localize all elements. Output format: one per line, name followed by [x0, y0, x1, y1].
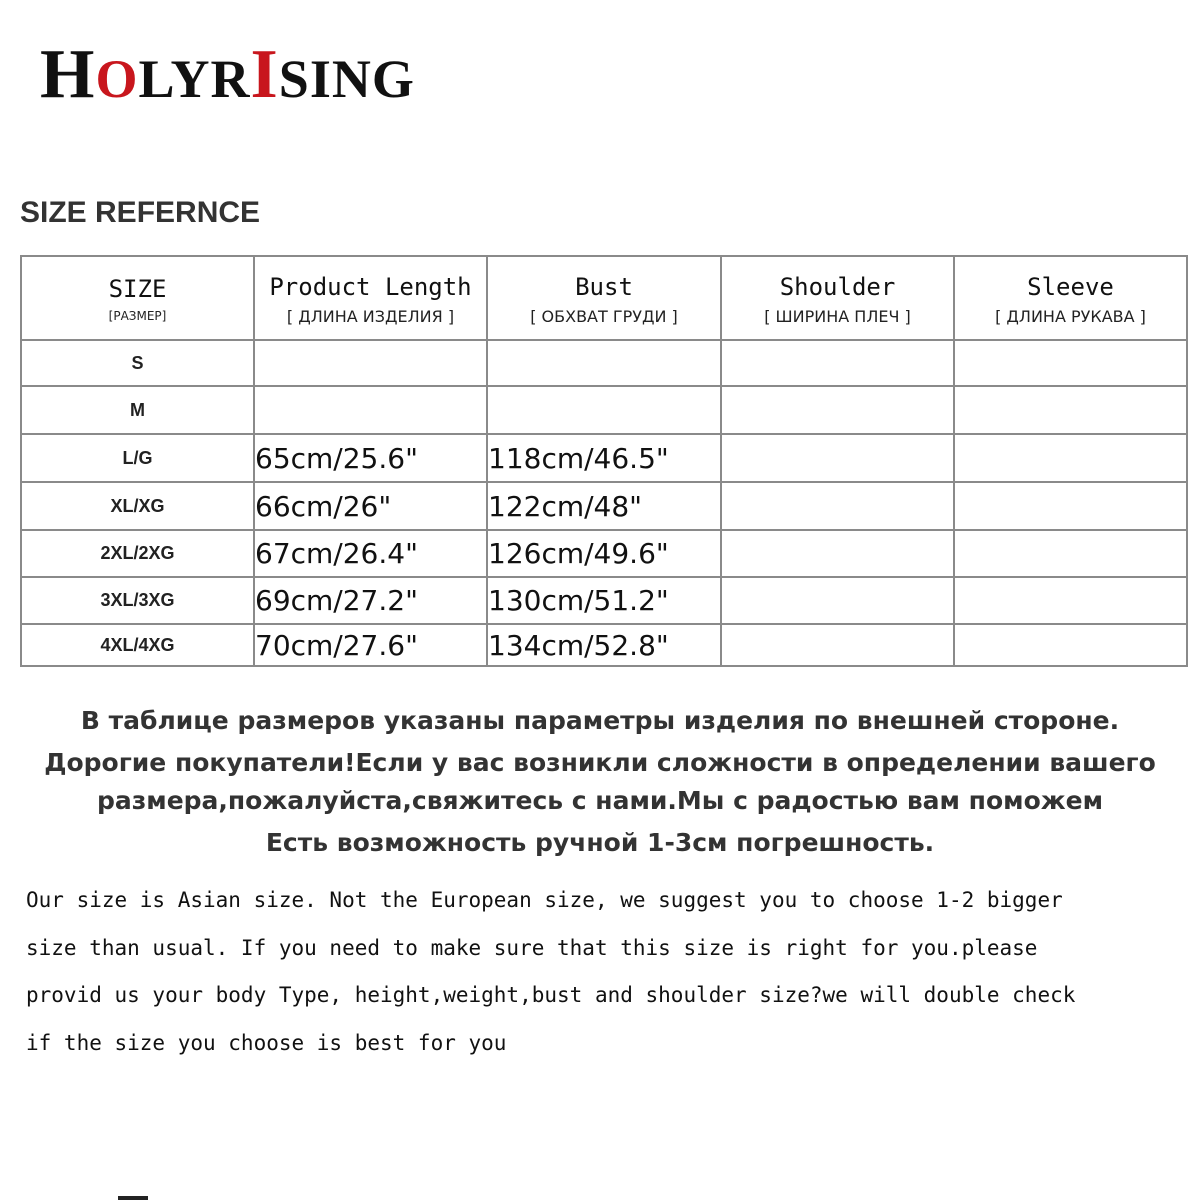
- shoulder-cell: [721, 624, 954, 666]
- shoulder-cell: [721, 482, 954, 530]
- table-row: [21, 340, 1187, 386]
- size-cell: 3XL/3XG: [21, 577, 254, 624]
- logo-letters-lyr: LYR: [138, 49, 251, 109]
- russian-note-line: Дорогие покупатели!Если у вас возникли сложности в определении вашего: [44, 748, 1156, 777]
- table-header-row: [21, 256, 1187, 340]
- length-cell: 65cm/25.6": [254, 434, 487, 482]
- length-cell: 66cm/26": [254, 482, 487, 530]
- shoulder-cell: [721, 577, 954, 624]
- bust-cell: [487, 340, 721, 386]
- sleeve-cell: [954, 340, 1187, 386]
- sleeve-cell: [954, 386, 1187, 434]
- table-row: [21, 434, 1187, 482]
- sleeve-cell: [954, 482, 1187, 530]
- header-size: SIZE [РАЗМЕР]: [21, 256, 254, 340]
- bust-cell: 126cm/49.6": [487, 530, 721, 577]
- length-cell: 69cm/27.2": [254, 577, 487, 624]
- bottom-edge-mark: [118, 1196, 148, 1200]
- table-row: [21, 624, 1187, 666]
- bust-cell: 122cm/48": [487, 482, 721, 530]
- shoulder-cell: [721, 386, 954, 434]
- logo-letter-i: I: [250, 36, 279, 113]
- russian-note-line: размера,пожалуйста,свяжитесь с нами.Мы с радостью вам поможем: [96, 786, 1104, 815]
- length-cell: [254, 386, 487, 434]
- table-row: [21, 386, 1187, 434]
- russian-note-line: В таблице размеров указаны параметры изделия по внешней стороне.: [80, 706, 1120, 735]
- russian-note-line: Есть возможность ручной 1-3см погрешность.: [265, 828, 935, 857]
- size-cell: XL/XG: [21, 482, 254, 530]
- header-sleeve: Sleeve [ ДЛИНА РУКАВА ]: [954, 256, 1187, 340]
- header-shoulder: Shoulder [ ШИРИНА ПЛЕЧ ]: [721, 256, 954, 340]
- length-cell: 67cm/26.4": [254, 530, 487, 577]
- size-cell: M: [21, 386, 254, 434]
- english-note-line: Our size is Asian size. Not the European size, we suggest you to choose 1-2 bigger: [26, 888, 1063, 912]
- bust-cell: 118cm/46.5": [487, 434, 721, 482]
- english-note-line: provid us your body Type, height,weight,bust and shoulder size?we will double check: [26, 983, 1076, 1007]
- logo-letter-o: O: [95, 49, 139, 109]
- sleeve-cell: [954, 624, 1187, 666]
- bust-cell: 130cm/51.2": [487, 577, 721, 624]
- english-note-line: if the size you choose is best for you: [26, 1030, 507, 1055]
- size-cell: 4XL/4XG: [21, 624, 254, 666]
- size-cell: L/G: [21, 434, 254, 482]
- size-reference-title: SIZE REFERNCE: [20, 196, 261, 229]
- sleeve-cell: [954, 530, 1187, 577]
- table-row: [21, 530, 1187, 577]
- length-cell: [254, 340, 487, 386]
- shoulder-cell: [721, 530, 954, 577]
- size-table: [20, 255, 1188, 667]
- shoulder-cell: [721, 434, 954, 482]
- table-row: [21, 482, 1187, 530]
- english-size-note: [26, 877, 1186, 1067]
- logo-letter-h: H: [40, 36, 96, 113]
- english-note-line: size than usual. If you need to make sure that this size is right for you.please: [26, 935, 1038, 960]
- size-cell: S: [21, 340, 254, 386]
- bust-cell: 134cm/52.8": [487, 624, 721, 666]
- size-cell: 2XL/2XG: [21, 530, 254, 577]
- bust-cell: [487, 386, 721, 434]
- length-cell: 70cm/27.6": [254, 624, 487, 666]
- brand-logo: [40, 36, 415, 113]
- sleeve-cell: [954, 434, 1187, 482]
- header-bust: Bust [ ОБХВАТ ГРУДИ ]: [487, 256, 721, 340]
- table-row: [21, 577, 1187, 624]
- sleeve-cell: [954, 577, 1187, 624]
- header-product-length: Product Length [ ДЛИНА ИЗДЕЛИЯ ]: [254, 256, 487, 340]
- logo-letters-sing: SING: [278, 49, 415, 109]
- shoulder-cell: [721, 340, 954, 386]
